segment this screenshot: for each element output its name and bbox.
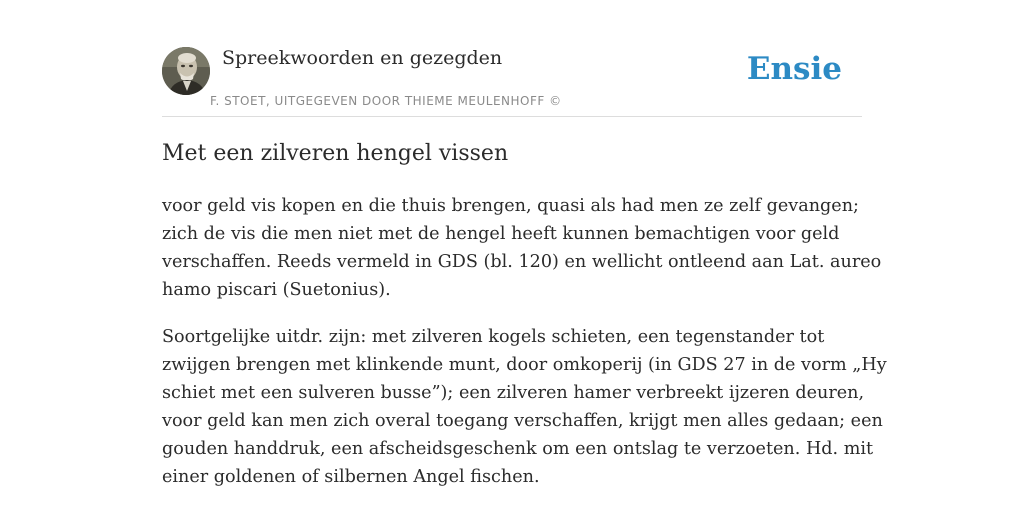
paragraph-line: schiet met een sulveren busse”); een zilveren hamer verbreekt ijzeren deuren,: [162, 383, 865, 403]
source-header: [162, 0, 862, 117]
source-title[interactable]: Spreekwoorden en gezegden: [222, 47, 503, 69]
related-expressions-paragraph: [162, 323, 887, 491]
entry-title: Met een zilveren hengel vissen: [162, 141, 509, 166]
entry-card: [162, 0, 887, 512]
source-attribution: F. STOET, UITGEGEVEN DOOR THIEME MEULENHOFF ©: [210, 94, 562, 108]
paragraph-line: verschaffen. Reeds vermeld in GDS (bl. 120) en wellicht ontleend aan Lat. aureo: [162, 252, 882, 272]
paragraph-line: voor geld vis kopen en die thuis brengen, quasi als had men ze zelf gevangen;: [162, 196, 859, 216]
paragraph-line: einer goldenen of silbernen Angel fischen.: [162, 467, 540, 487]
ensie-logo-link[interactable]: Ensie: [746, 51, 842, 87]
paragraph-line: zich de vis die men niet met de hengel heeft kunnen bemachtigen voor geld: [162, 224, 840, 244]
paragraph-line: Soortgelijke uitdr. zijn: met zilveren kogels schieten, een tegenstander tot: [162, 327, 825, 347]
paragraph-line: zwijgen brengen met klinkende munt, door omkoperij (in GDS 27 in de vorm „Hy: [162, 355, 887, 375]
paragraph-line: voor geld kan men zich overal toegang verschaffen, krijgt men alles gedaan; een: [162, 411, 883, 431]
author-portrait: [162, 47, 210, 95]
paragraph-line: hamo piscari (Suetonius).: [162, 280, 391, 300]
definition-paragraph: [162, 192, 882, 304]
paragraph-line: gouden handdruk, een afscheidsgeschenk om een ontslag te verzoeten. Hd. mit: [162, 439, 874, 459]
